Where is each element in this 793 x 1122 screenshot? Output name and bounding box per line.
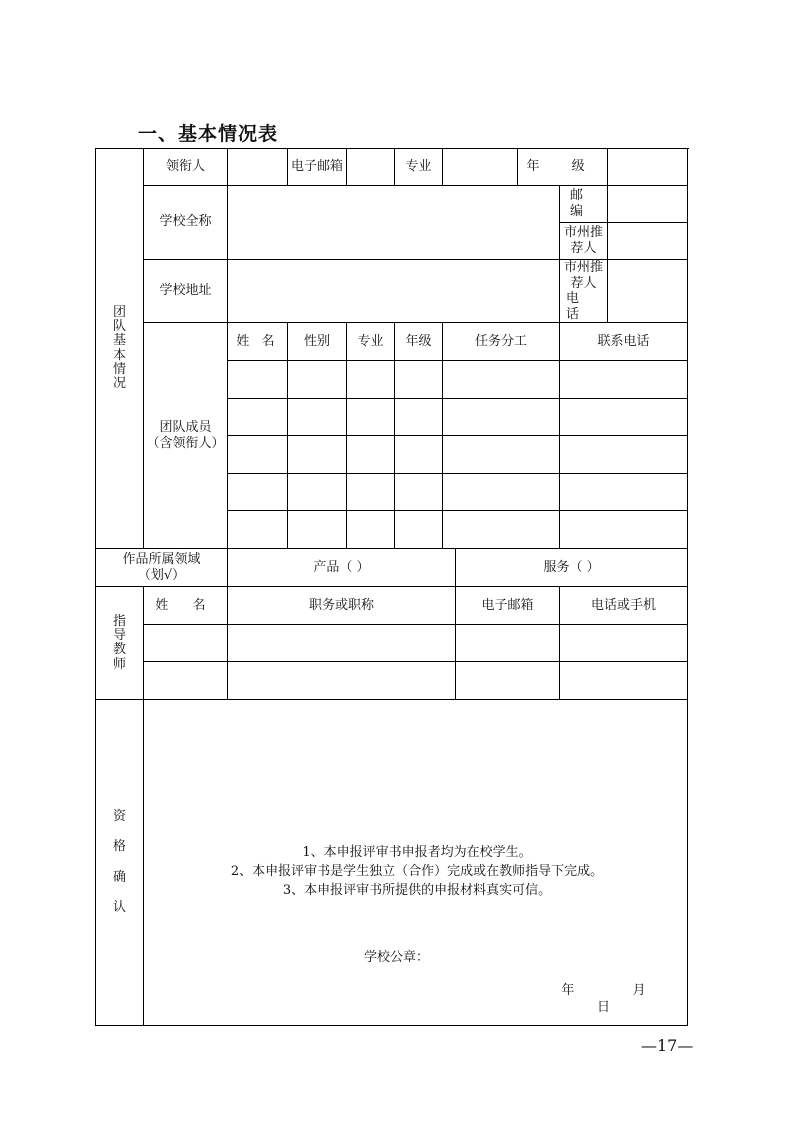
member-major-cell[interactable] — [347, 436, 395, 474]
member-major-cell[interactable] — [347, 511, 395, 549]
member-name-cell[interactable] — [228, 474, 288, 511]
field-label-cell — [96, 549, 228, 587]
member-header-major: 专业 — [347, 323, 395, 361]
member-header-name: 姓 名 — [228, 323, 288, 361]
advisor-section-label: 指导教师 — [112, 613, 126, 672]
member-grade-cell[interactable] — [395, 361, 443, 399]
page-number: —17— — [641, 1036, 694, 1055]
qualification-section-label: 资格确认 — [112, 808, 126, 916]
member-major-cell[interactable] — [347, 361, 395, 399]
member-name-cell[interactable] — [228, 436, 288, 474]
qualification-statement-1: 1、本申报评审书申报者均为在校学生。 — [302, 844, 532, 860]
postcode-value[interactable] — [608, 186, 688, 223]
school-name-label: 学校全称 — [144, 186, 228, 260]
qualification-statement-3: 3、本申报评审书所提供的申报材料真实可信。 — [282, 882, 552, 898]
advisor-title-cell[interactable] — [228, 662, 456, 700]
member-gender-cell[interactable] — [288, 399, 347, 436]
member-grade-cell[interactable] — [395, 474, 443, 511]
advisor-row — [96, 662, 688, 700]
advisor-header-phone: 电话或手机 — [560, 587, 688, 625]
member-task-cell[interactable] — [443, 361, 560, 399]
member-phone-cell[interactable] — [560, 474, 688, 511]
field-label: 作品所属领域 — [122, 551, 201, 567]
field-sub-label: （划√） — [137, 567, 186, 583]
email-label: 电子邮箱 — [288, 149, 347, 186]
school-address-value[interactable] — [228, 260, 560, 323]
advisor-header-email: 电子邮箱 — [456, 587, 560, 625]
member-header-task: 任务分工 — [443, 323, 560, 361]
school-name-value[interactable] — [228, 186, 560, 260]
leader-value[interactable] — [228, 149, 288, 186]
members-sub-label: （含领衔人） — [146, 435, 225, 451]
school-seal-label: 学校公章： — [364, 950, 430, 966]
member-name-cell[interactable] — [228, 399, 288, 436]
members-label: 团队成员 — [159, 419, 212, 435]
recommender-phone-label-line1: 市州推荐人 — [564, 260, 604, 291]
leader-label: 领衔人 — [144, 149, 228, 186]
member-task-cell[interactable] — [443, 399, 560, 436]
advisor-phone-cell[interactable] — [560, 625, 688, 662]
member-task-cell[interactable] — [443, 474, 560, 511]
member-gender-cell[interactable] — [288, 474, 347, 511]
grade-label: 年 级 — [518, 149, 608, 186]
recommender-phone-value[interactable] — [608, 260, 688, 323]
advisor-phone-cell[interactable] — [560, 662, 688, 700]
qualification-content — [144, 700, 688, 1026]
advisor-section-label-cell — [96, 587, 144, 700]
member-task-cell[interactable] — [443, 511, 560, 549]
recommender-phone-label-line2: 电 话 — [566, 291, 602, 322]
member-phone-cell[interactable] — [560, 436, 688, 474]
recommender-value[interactable] — [608, 223, 688, 260]
date-day-label: 日 — [597, 999, 611, 1015]
member-task-cell[interactable] — [443, 436, 560, 474]
advisor-email-cell[interactable] — [456, 662, 560, 700]
members-label-cell — [144, 323, 228, 549]
member-name-cell[interactable] — [228, 511, 288, 549]
date-year-label: 年 — [561, 983, 575, 999]
member-header-phone: 联系电话 — [560, 323, 688, 361]
date-month-label: 月 — [632, 983, 646, 999]
team-section-label: 团队基本情况 — [112, 304, 126, 392]
major-label: 专业 — [395, 149, 443, 186]
service-option[interactable]: 服务（ ） — [456, 549, 688, 587]
qualification-section-label-cell — [96, 700, 144, 1026]
member-gender-cell[interactable] — [288, 511, 347, 549]
member-grade-cell[interactable] — [395, 511, 443, 549]
advisor-title-cell[interactable] — [228, 625, 456, 662]
basic-info-table — [95, 148, 688, 1026]
advisor-row — [96, 625, 688, 662]
member-gender-cell[interactable] — [288, 436, 347, 474]
member-phone-cell[interactable] — [560, 361, 688, 399]
recommender-label: 市州推荐人 — [560, 223, 608, 260]
school-address-label: 学校地址 — [144, 260, 228, 323]
advisor-email-cell[interactable] — [456, 625, 560, 662]
member-major-cell[interactable] — [347, 474, 395, 511]
member-grade-cell[interactable] — [395, 436, 443, 474]
member-header-grade: 年级 — [395, 323, 443, 361]
qualification-statement-2: 2、本申报评审书是学生独立（合作）完成或在教师指导下完成。 — [230, 863, 604, 879]
product-option[interactable]: 产品（ ） — [228, 549, 456, 587]
postcode-label: 邮 编 — [560, 186, 608, 223]
member-gender-cell[interactable] — [288, 361, 347, 399]
email-value[interactable] — [347, 149, 395, 186]
page-heading: 一、基本情况表 — [138, 123, 279, 145]
date-line — [548, 983, 687, 1016]
advisor-name-cell[interactable] — [144, 662, 228, 700]
member-major-cell[interactable] — [347, 399, 395, 436]
member-header-gender: 性别 — [288, 323, 347, 361]
recommender-phone-label — [560, 260, 608, 323]
grade-value[interactable] — [608, 149, 688, 186]
major-value[interactable] — [443, 149, 518, 186]
advisor-name-cell[interactable] — [144, 625, 228, 662]
member-phone-cell[interactable] — [560, 511, 688, 549]
member-name-cell[interactable] — [228, 361, 288, 399]
advisor-header-name: 姓 名 — [144, 587, 228, 625]
member-phone-cell[interactable] — [560, 399, 688, 436]
advisor-header-title: 职务或职称 — [228, 587, 456, 625]
member-grade-cell[interactable] — [395, 399, 443, 436]
team-section-label-cell — [96, 149, 144, 549]
